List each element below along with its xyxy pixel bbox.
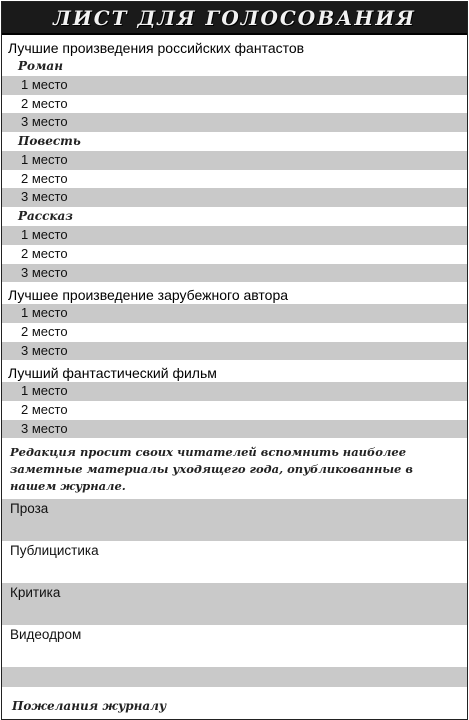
group-novel-label: Роман (18, 59, 63, 73)
field-prose[interactable] (2, 499, 467, 541)
novella-place-1[interactable]: 1 место (2, 151, 467, 170)
header-banner (2, 2, 467, 35)
story-place-1[interactable]: 1 место (2, 226, 467, 245)
film-place-2[interactable]: 2 место (2, 401, 467, 420)
film-place-3[interactable]: 3 место (2, 420, 467, 439)
group-story-label: Рассказ (18, 209, 73, 224)
section-russian-authors-title: Лучшие произведения российских фантастов (8, 40, 305, 56)
field-publicistics[interactable] (2, 541, 467, 583)
section-foreign-author-title: Лучшее произведение зарубежного автора (8, 287, 289, 304)
film-place-1[interactable]: 1 место (2, 382, 467, 401)
field-videodrome[interactable] (2, 625, 467, 667)
field-blank-gray[interactable] (2, 667, 467, 687)
field-prose-label: Проза (10, 501, 49, 517)
story-place-2[interactable]: 2 место (2, 245, 467, 264)
novel-place-1[interactable]: 1 место (2, 76, 467, 95)
foreign-place-2[interactable]: 2 место (2, 323, 467, 342)
novel-place-2[interactable]: 2 место (2, 95, 467, 114)
group-novella-label: Повесть (18, 134, 81, 149)
wishes-label: Пожелания журналу (12, 699, 167, 714)
novel-place-3[interactable]: 3 место (2, 113, 467, 132)
story-place-3[interactable]: 3 место (2, 264, 467, 283)
header-title: ЛИСТ ДЛЯ ГОЛОСОВАНИЯ (53, 5, 416, 30)
field-criticism[interactable] (2, 583, 467, 625)
voting-sheet (1, 1, 468, 720)
foreign-place-3[interactable]: 3 место (2, 342, 467, 361)
field-publicistics-label: Публицистика (10, 543, 99, 559)
field-criticism-label: Критика (10, 585, 61, 601)
novella-place-2[interactable]: 2 место (2, 170, 467, 189)
foreign-place-1[interactable]: 1 место (2, 304, 467, 323)
editorial-note: Редакция просит своих читателей вспомнить наиболее заметные материалы уходящего года, опубликованные в нашем журнале. (10, 445, 413, 494)
section-film-title: Лучший фантастический фильм (8, 365, 217, 382)
novella-place-3[interactable]: 3 место (2, 188, 467, 207)
field-videodrome-label: Видеодром (10, 627, 82, 643)
